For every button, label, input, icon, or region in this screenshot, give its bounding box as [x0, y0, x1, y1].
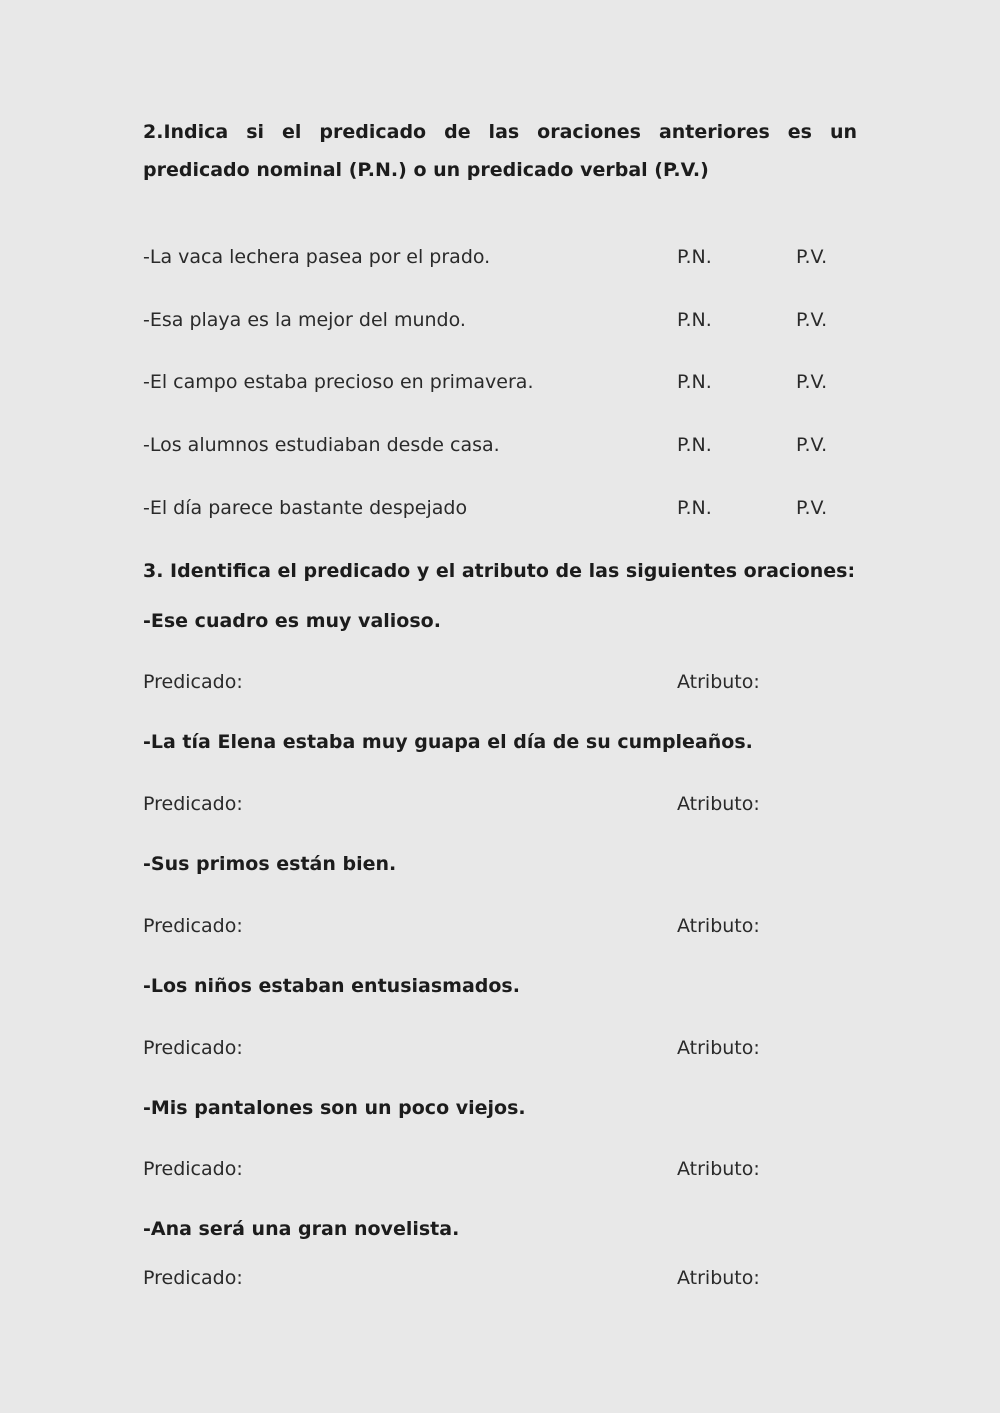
exercise-2-row — [143, 367, 857, 397]
answer-row — [143, 911, 857, 941]
option-pv[interactable]: P.V. — [796, 371, 828, 393]
answer-row — [143, 1033, 857, 1063]
exercise-2-sentence: -El campo estaba precioso en primavera. — [143, 371, 534, 393]
atributo-label: Atributo: — [677, 915, 760, 937]
option-pn[interactable]: P.N. — [677, 434, 712, 456]
exercise-2-sentence: -Los alumnos estudiaban desde casa. — [143, 434, 500, 456]
option-pv[interactable]: P.V. — [796, 246, 828, 268]
answer-row — [143, 789, 857, 819]
exercise-2-row — [143, 242, 857, 272]
exercise-3-sentence: -Ana será una gran novelista. — [143, 1218, 460, 1240]
exercise-3-sentence: -Mis pantalones son un poco viejos. — [143, 1097, 526, 1119]
answer-row — [143, 1263, 857, 1293]
exercise-3-sentence: -Los niños estaban entusiasmados. — [143, 975, 520, 997]
option-pn[interactable]: P.N. — [677, 246, 712, 268]
exercise-3-sentence: -Sus primos están bien. — [143, 853, 397, 875]
predicado-label: Predicado: — [143, 915, 243, 937]
option-pn[interactable]: P.N. — [677, 309, 712, 331]
predicado-label: Predicado: — [143, 671, 243, 693]
exercise-3-sentence: -Ese cuadro es muy valioso. — [143, 610, 441, 632]
option-pv[interactable]: P.V. — [796, 434, 828, 456]
predicado-label: Predicado: — [143, 1267, 243, 1289]
exercise-3-instruction: 3. Identifica el predicado y el atributo de las siguientes oraciones: — [143, 560, 856, 582]
exercise-2-sentence: -La vaca lechera pasea por el prado. — [143, 246, 491, 268]
atributo-label: Atributo: — [677, 671, 760, 693]
predicado-label: Predicado: — [143, 793, 243, 815]
option-pv[interactable]: P.V. — [796, 309, 828, 331]
exercise-2-row — [143, 430, 857, 460]
atributo-label: Atributo: — [677, 793, 760, 815]
exercise-3-sentence: -La tía Elena estaba muy guapa el día de su cumpleaños. — [143, 731, 753, 753]
exercise-2-sentence: -El día parece bastante despejado — [143, 497, 468, 519]
exercise-2-row — [143, 493, 857, 523]
exercise-2-sentence: -Esa playa es la mejor del mundo. — [143, 309, 466, 331]
predicado-label: Predicado: — [143, 1037, 243, 1059]
answer-row — [143, 667, 857, 697]
exercise-2-instruction: 2.Indica si el predicado de las oraciones anteriores es un predicado nominal (P.N.) o un predicado verbal (P.V.) — [143, 121, 857, 181]
atributo-label: Atributo: — [677, 1037, 760, 1059]
answer-row — [143, 1154, 857, 1184]
option-pv[interactable]: P.V. — [796, 497, 828, 519]
option-pn[interactable]: P.N. — [677, 497, 712, 519]
atributo-label: Atributo: — [677, 1267, 760, 1289]
predicado-label: Predicado: — [143, 1158, 243, 1180]
exercise-2-row — [143, 305, 857, 335]
atributo-label: Atributo: — [677, 1158, 760, 1180]
option-pn[interactable]: P.N. — [677, 371, 712, 393]
